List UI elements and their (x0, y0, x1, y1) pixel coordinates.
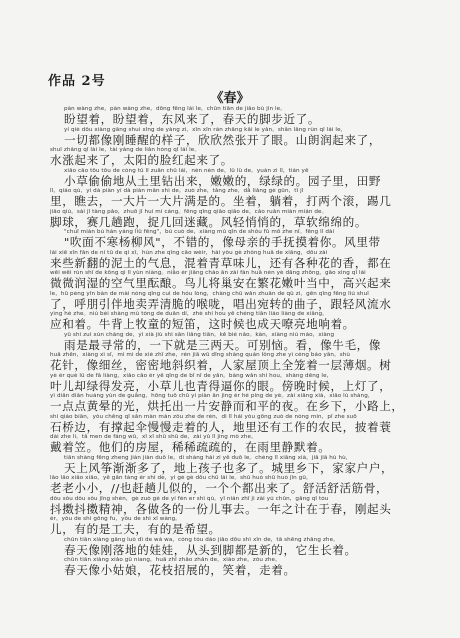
pinyin-annotation: yè ér què lǜ de fā liàng，xiǎo cǎo ér yě qīng de bī nǐ de yǎn。bàng wǎn shí hou，shàng dēng le， (50, 372, 333, 379)
chinese-text: 花针，像细丝，密密地斜织着，人家屋顶上全笼着一层薄烟。树 (50, 359, 392, 372)
pinyin-annotation: "chuī miàn bù hán yáng liǔ fēng"，bú cuò de，xiàng mǔ qīn de shǒu fǔ mō zhe nǐ。fēng lǐ dài (64, 229, 335, 235)
pinyin-annotation: wēi wēi rùn shī de kōng qì lǐ yùn niàng。niǎo ér jiāng cháo ān zài fán huā nèn yè dāng zhōng，gāo xìng qǐ lái (50, 270, 366, 276)
chinese-text: 一点点黄晕的光，烘托出一片安静而和平的夜。在乡下，小路上， (50, 400, 404, 413)
text-line (50, 311, 418, 332)
chinese-text: 老老小小，//也赶趟儿似的，一个个都出来了。舒活舒活筋骨， (50, 482, 389, 495)
pinyin-annotation: dài zhe lì。tā men de fáng wū，xī xī shū shū de，zài yǔ lǐ jìng mò zhe。 (50, 434, 257, 440)
text-line (50, 250, 418, 271)
page-title: 《春》 (210, 91, 250, 106)
chinese-text: 春天像小姑娘，花枝招展的，笑着，走着。 (64, 564, 296, 577)
chinese-text: 抖擞抖擞精神，各做各的一份儿事去。一年之计在于春，刚起头 (50, 502, 392, 516)
chinese-text: 儿，有的是工夫，有的是希望。 (50, 523, 221, 536)
chinese-text: 一切都像刚睡醒的样子，欣欣然张开了眼。山朗润起来了， (64, 133, 382, 147)
chinese-text: 雨是最寻常的，一下就是三两天。可别恼。看，像牛毛，像 (64, 338, 382, 352)
text-line (50, 291, 418, 312)
chinese-text: 来些新翻的泥土的气息，混着青草味儿，还有各种花的香，都在 (50, 256, 392, 270)
chinese-text: 戴着笠。他们的房屋，稀稀疏疏的，在雨里静默着。 (50, 441, 331, 454)
text-line (50, 475, 418, 496)
pinyin-annotation: yǔ shì zuì xún cháng de，yì xià jiù shì sān liǎng tiān。kě bié nǎo。kàn，xiàng niú máo，xiàng (64, 331, 335, 338)
pinyin-annotation: chūn tiān xiàng gāng luò dì de wá wa，cóng tóu dào jiǎo dōu shì xīn de，tā shēng zhǎng zhe。 (64, 536, 339, 543)
pinyin-annotation: le，hū péng yǐn bàn de mài nòng qīng cuì de hóu lóng，chàng chū wǎn zhuǎn de qǔ zi，gēn qīng fēng liú shuǐ (50, 290, 369, 297)
pinyin-annotation: huā zhēn，xiàng xì sī，mì mì de xié zhī zhe，rén jiā wū dǐng shàng quán lǒng zhe yì céng báo yān。shù (50, 352, 351, 358)
text-line (50, 455, 418, 476)
text-line (50, 557, 418, 578)
text-line (50, 147, 418, 168)
text-line (50, 332, 418, 353)
chinese-text: 里，瞧去，一大片一大片满是的。坐着，躺着，打两个滚，踢几 (50, 195, 392, 208)
chinese-text: 盼望着，盼望着，东风来了，春天的脚步近了。 (64, 113, 321, 126)
text-line (50, 414, 418, 435)
pinyin-annotation: lǐ，qiáo qù，yí dà piàn yí dà piàn mǎn shì de。zuò zhe，tǎng zhe，dǎ liǎng gè gǔn，tī jǐ (50, 188, 304, 194)
chinese-text: 了，呼朋引伴地卖弄清脆的喉咙，唱出宛转的曲子，跟轻风流水 (50, 297, 392, 311)
text-line (50, 270, 418, 291)
chinese-text: 应和着。牛背上牧童的短笛，这时候也成天嘹亮地响着。 (50, 318, 355, 331)
pinyin-annotation: shí qiáo biān，yǒu chēng qǐ sǎn màn màn zǒu zhe de rén，dì lǐ hái yǒu gōng zuò de nóng mín，pī zhe suō (50, 413, 357, 420)
chinese-text: 小草偷偷地从土里钻出来，嫩嫩的，绿绿的。园子里，田野 (64, 174, 382, 188)
text-line (50, 209, 418, 230)
pinyin-annotation: lái xiē xīn fān de ní tǔ de qì xī，hùn zhe qīng cǎo wèir，hái yǒu gè zhǒng huā de xiāng，dōu zài (50, 249, 328, 256)
text-line (50, 434, 418, 455)
pinyin-annotation: yí qiè dōu xiàng gāng shuì xǐng de yàng zi，xīn xīn rán zhāng kāi le yǎn。shān lǎng rùn qǐ lái le， (64, 126, 347, 133)
pinyin-annotation: pàn wàng zhe，pàn wàng zhe，dōng fēng lái le，chūn tiān de jiǎo bù jìn le。 (64, 106, 286, 112)
work-label: 作品 2号 (48, 74, 106, 89)
pinyin-annotation: lǎo lǎo xiǎo xiǎo，yě gǎn tàng ér shì de，yí gè gè dōu chū lái le。shū huó shū huó jīn gǔ， (50, 475, 312, 481)
pinyin-annotation: dǒu sǒu dǒu sǒu jīng shén，gè zuò gè de yí fèn er shì qù。yī nián zhī jì zài yú chūn，gāng qǐ tóu (50, 495, 329, 502)
chinese-text: 叶儿却绿得发亮，小草儿也青得逼你的眼。傍晚时候，上灯了， (50, 379, 392, 393)
text-line (50, 393, 418, 414)
chinese-text: 微微润湿的空气里酝酿。鸟儿将巢安在繁花嫩叶当中，高兴起来 (50, 277, 392, 290)
text-line (50, 537, 418, 558)
text-line (50, 373, 418, 394)
pinyin-annotation: shuǐ zhǎng qǐ lái le，tài yáng de liǎn hóng qǐ lái le。 (50, 147, 201, 153)
pinyin-annotation: jiǎo qiú，sài jǐ tàng pǎo，zhuō jǐ huí mí cáng。fēng qīng qiāo qiāo de，cǎo ruǎn mián mián de。 (50, 208, 328, 215)
pinyin-annotation: tiān shàng fēng zheng jiàn jiàn duō le，dì shàng hái zi yě duō le。chéng lǐ xiāng xià，jiā jiā hù hù， (64, 454, 352, 461)
text-line (50, 188, 418, 209)
text-line (50, 516, 418, 537)
text-line (50, 352, 418, 373)
text-line (50, 229, 418, 250)
chinese-text: "吹面不寒杨柳风"，不错的，像母亲的手抚摸着你。风里带 (64, 236, 381, 249)
chinese-text: 春天像刚落地的娃娃，从头到脚都是新的，它生长着。 (64, 543, 357, 557)
pinyin-annotation: yì diǎn diǎn huáng yùn de guāng，hōng tuō chū yí piàn ān jìng ér hé píng de yè。zài xiāng xià，xiǎo lù shàng， (50, 393, 374, 399)
text-line (50, 168, 418, 189)
text-line (50, 106, 418, 127)
text-body (50, 106, 418, 578)
pinyin-annotation: yìng hè zhe。niú bèi shàng mù tóng de duǎn dí，zhè shí hou yě chéng tiān liáo liàng de xiǎng。 (50, 311, 328, 317)
pinyin-annotation: chūn tiān xiàng xiǎo gū niang，huā zhī zhāo zhǎn de，xiào zhe，zǒu zhe。 (64, 557, 281, 563)
text-line (50, 127, 418, 148)
chinese-text: 脚球，赛几趟跑，捉几回迷藏。风轻悄悄的，草软绵绵的。 (50, 215, 368, 229)
pinyin-annotation: xiǎo cǎo tōu tōu de cóng tǔ lǐ zuān chū lái，nèn nèn de，lǜ lǜ de。yuán zi lǐ，tián yě (64, 167, 309, 174)
chinese-text: 水涨起来了，太阳的脸红起来了。 (50, 154, 233, 167)
pinyin-annotation: ér，yǒu de shì gōng fu，yǒu de shì xī wàng。 (50, 516, 181, 522)
chinese-text: 天上风筝渐渐多了，地上孩子也多了。城里乡下，家家户户， (64, 461, 394, 475)
text-line (50, 496, 418, 517)
chinese-text: 石桥边，有撑起伞慢慢走着的人，地里还有工作的农民，披着蓑 (50, 420, 392, 434)
